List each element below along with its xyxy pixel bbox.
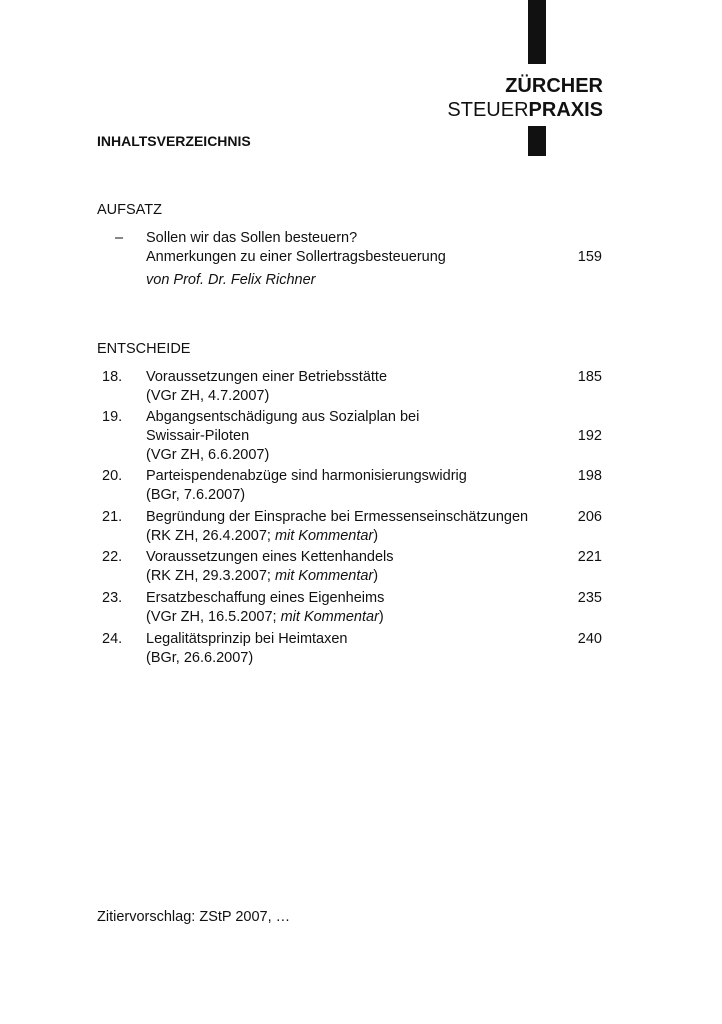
entry-number: 21. xyxy=(102,509,123,525)
entry-page-number: 221 xyxy=(577,549,602,565)
entry-reference: (BGr, 26.6.2007) xyxy=(146,650,254,666)
brand-line2-bold: PRAXIS xyxy=(528,99,603,121)
entry-title: Begründung der Einsprache bei Ermessenseinschätzungen xyxy=(146,509,529,525)
brand-line1: ZÜRCHER xyxy=(505,75,603,97)
reference-text: (RK ZH, 26.4.2007; xyxy=(146,528,275,544)
entry-reference: (VGr ZH, 6.6.2007) xyxy=(146,447,270,463)
reference-close: ) xyxy=(373,528,379,544)
toc-entry-24[interactable] xyxy=(97,630,602,668)
entry-number: 24. xyxy=(102,631,123,647)
reference-comment: mit Kommentar xyxy=(274,528,374,544)
entry-title-line2: Swissair-Piloten xyxy=(146,428,250,444)
entry-number: 20. xyxy=(102,468,123,484)
reference-close: ) xyxy=(378,609,384,625)
reference-comment: mit Kommentar xyxy=(280,609,379,625)
entry-title: Voraussetzungen einer Betriebsstätte xyxy=(146,369,388,385)
entry-page-number: 235 xyxy=(577,590,602,606)
entry-title: Parteispendenabzüge sind harmonisierungswidrig xyxy=(146,468,467,484)
entry-page-number: 192 xyxy=(577,428,602,444)
entry-title-line1: Sollen wir das Sollen besteuern? xyxy=(146,230,358,246)
entry-author: von Prof. Dr. Felix Richner xyxy=(146,272,316,288)
entry-page-number: 240 xyxy=(577,631,602,647)
entry-reference xyxy=(146,608,556,627)
entry-title-line1: Abgangsentschädigung aus Sozialplan bei xyxy=(146,409,420,425)
entry-reference xyxy=(146,527,556,546)
entry-number: 22. xyxy=(102,549,123,565)
brand-bar-bottom xyxy=(528,126,546,156)
toc-entry-23[interactable] xyxy=(97,589,602,627)
entry-title: Legalitätsprinzip bei Heimtaxen xyxy=(146,631,348,647)
entry-number: 23. xyxy=(102,590,123,606)
toc-entry-22[interactable] xyxy=(97,548,602,586)
toc-heading: INHALTSVERZEICHNIS xyxy=(97,133,251,149)
entry-number: 19. xyxy=(102,409,123,425)
reference-comment: mit Kommentar xyxy=(274,568,374,584)
toc-entry-20[interactable] xyxy=(97,467,602,505)
toc-entry-19[interactable] xyxy=(97,408,602,465)
entry-number: 18. xyxy=(102,369,123,385)
entry-title: Ersatzbeschaffung eines Eigenheims xyxy=(146,590,385,606)
toc-entry-aufsatz[interactable] xyxy=(97,229,602,290)
entry-title: Voraussetzungen eines Kettenhandels xyxy=(146,549,394,565)
brand-logo xyxy=(447,74,603,122)
entry-page-number: 206 xyxy=(577,509,602,525)
entry-page-number: 185 xyxy=(577,369,602,385)
entry-reference: (VGr ZH, 4.7.2007) xyxy=(146,388,270,404)
entry-marker: – xyxy=(115,230,124,246)
section-heading-aufsatz: AUFSATZ xyxy=(97,202,162,218)
reference-text: (RK ZH, 29.3.2007; xyxy=(146,568,275,584)
citation-suggestion: Zitiervorschlag: ZStP 2007, … xyxy=(97,909,291,925)
reference-close: ) xyxy=(373,568,379,584)
toc-entry-21[interactable] xyxy=(97,508,602,546)
brand-line2 xyxy=(447,98,603,122)
brand-bar-top xyxy=(528,0,546,64)
reference-text: (VGr ZH, 16.5.2007; xyxy=(146,609,281,625)
section-heading-entscheide: ENTSCHEIDE xyxy=(97,341,191,357)
entry-reference: (BGr, 7.6.2007) xyxy=(146,487,246,503)
entry-page-number: 198 xyxy=(577,468,602,484)
brand-line2-plain: STEUER xyxy=(447,99,529,121)
toc-entry-18[interactable] xyxy=(97,368,602,406)
entry-title-line2: Anmerkungen zu einer Sollertragsbesteuerung xyxy=(146,249,446,265)
entry-page-number: 159 xyxy=(577,249,602,265)
entry-reference xyxy=(146,567,556,586)
